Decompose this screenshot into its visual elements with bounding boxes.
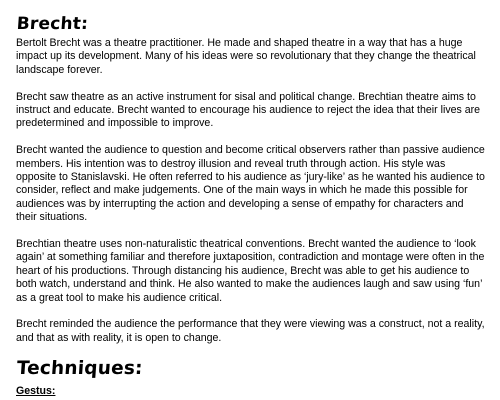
paragraph-intro: Bertolt Brecht was a theatre practitioner. He made and shaped theatre in a way that has a huge impact up its development. Many of his ideas were so revolutionary that they change the theatrical landscape forever. [16,37,476,76]
paragraph-critical-observers: Brecht wanted the audience to question and become critical observers rather than passive audience members. His intention was to destroy illusion and reveal truth through action. His style was opposite to Stanislavski. He often referred to his audience as ‘jury-like’ as he wanted his audience to consider, reflect and make judgements. One of the main ways in which he made this possible for audiences was by interrupting the action and developing a sense of empathy for characters and their situations. [16,144,485,224]
gestus-subheading: Gestus: [16,384,56,397]
title-wrap [16,14,486,37]
page-title: Brecht: [16,14,89,34]
techniques-wrap [16,359,486,382]
paragraph-non-naturalistic: Brechtian theatre uses non-naturalistic theatrical conventions. Brecht wanted the audience to ‘look again’ at something familiar and therefore juxtaposition, contradiction and montage were often in the heart of his productions. Through distancing his audience, Brecht was able to get his audience to both watch, understand and think. He also wanted to make the audiences laugh and saw using ‘fun’ as a great tool to make his audience critical. [16,238,485,304]
techniques-heading: Techniques: [16,357,144,379]
paragraph-political-change: Brecht saw theatre as an active instrument for sisal and political change. Brechtian theatre aims to instruct and educate. Brecht wanted to encourage his audience to reject the idea that their lives are predetermined and impossible to improve. [16,90,481,130]
paragraph-construct: Brecht reminded the audience the performance that they were viewing was a construct, not a reality, and that as with reality, it is open to change. [16,318,485,344]
